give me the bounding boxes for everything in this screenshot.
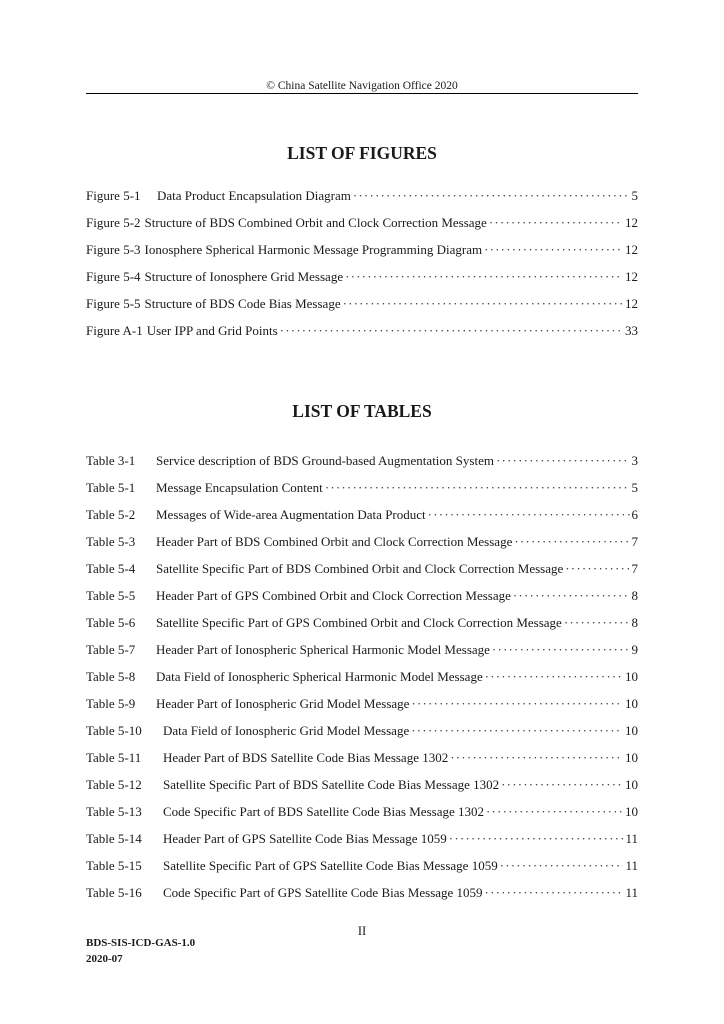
- table-title: Header Part of Ionospheric Grid Model Message: [156, 696, 410, 711]
- table-entry[interactable]: [86, 831, 638, 858]
- table-entry[interactable]: [86, 534, 638, 561]
- table-label: Table 3-1: [86, 453, 136, 468]
- table-label: Table 5-8: [86, 669, 136, 684]
- table-entry[interactable]: [86, 615, 638, 642]
- table-label: Table 5-9: [86, 696, 136, 711]
- figure-title: Structure of Ionosphere Grid Message: [144, 269, 344, 284]
- table-entry[interactable]: [86, 669, 638, 696]
- table-title: Header Part of BDS Satellite Code Bias Message 1302: [163, 750, 449, 765]
- table-label: Table 5-3: [86, 534, 136, 549]
- figure-entry[interactable]: [86, 323, 638, 350]
- dot-leader: [486, 804, 623, 820]
- table-title: Messages of Wide-area Augmentation Data Product: [156, 507, 426, 522]
- table-page: 10: [625, 750, 638, 765]
- table-page: 3: [631, 453, 638, 468]
- dot-leader: [501, 777, 623, 793]
- table-label: Table 5-11: [86, 750, 142, 765]
- table-title: Code Specific Part of GPS Satellite Code Bias Message 1059: [163, 885, 483, 900]
- table-label: Table 5-14: [86, 831, 142, 846]
- table-page: 8: [631, 588, 638, 603]
- table-title: Data Field of Ionospheric Grid Model Message: [163, 723, 410, 738]
- page-number: II: [357, 924, 367, 938]
- table-entry[interactable]: [86, 858, 638, 885]
- figure-entry[interactable]: [86, 242, 638, 269]
- tables-list: [86, 453, 638, 912]
- figure-entry[interactable]: [86, 188, 638, 215]
- figure-title: Structure of BDS Combined Orbit and Clock Correction Message: [144, 215, 487, 230]
- table-page: 9: [631, 642, 638, 657]
- table-page: 10: [625, 723, 638, 738]
- table-label: Table 5-4: [86, 561, 136, 576]
- table-label: Table 5-15: [86, 858, 142, 873]
- table-title: Code Specific Part of BDS Satellite Code Bias Message 1302: [163, 804, 484, 819]
- table-entry[interactable]: [86, 480, 638, 507]
- figure-page: 12: [625, 296, 638, 311]
- header-rule: [86, 93, 638, 94]
- dot-leader: [484, 242, 623, 258]
- figure-label: Figure 5-5: [86, 296, 141, 311]
- table-label: Table 5-6: [86, 615, 136, 630]
- table-page: 11: [625, 831, 638, 846]
- dot-leader: [485, 669, 623, 685]
- table-entry[interactable]: [86, 588, 638, 615]
- list-of-figures-title: LIST OF FIGURES: [287, 143, 437, 163]
- table-label: Table 5-2: [86, 507, 136, 522]
- table-page: 11: [625, 885, 638, 900]
- figure-label: Figure 5-1: [86, 188, 141, 203]
- table-title: Service description of BDS Ground-based Augmentation System: [156, 453, 494, 468]
- dot-leader: [345, 269, 623, 285]
- table-entry[interactable]: [86, 642, 638, 669]
- document-date: 2020-07: [86, 953, 123, 965]
- figure-entry[interactable]: [86, 269, 638, 296]
- figure-label: Figure 5-3: [86, 242, 141, 257]
- figure-entry[interactable]: [86, 215, 638, 242]
- dot-leader: [500, 858, 624, 874]
- table-entry[interactable]: [86, 750, 638, 777]
- table-entry[interactable]: [86, 453, 638, 480]
- figure-label: Figure 5-4: [86, 269, 141, 284]
- header-copyright: © China Satellite Navigation Office 2020: [266, 80, 458, 92]
- table-entry[interactable]: [86, 507, 638, 534]
- figure-title: Structure of BDS Code Bias Message: [144, 296, 341, 311]
- table-page: 7: [631, 534, 638, 549]
- table-title: Satellite Specific Part of GPS Satellite Code Bias Message 1059: [163, 858, 498, 873]
- table-page: 10: [625, 696, 638, 711]
- dot-leader: [343, 296, 623, 312]
- list-of-tables-title: LIST OF TABLES: [292, 401, 432, 421]
- figure-page: 12: [625, 242, 638, 257]
- table-entry[interactable]: [86, 777, 638, 804]
- figure-page: 12: [625, 215, 638, 230]
- table-page: 6: [631, 507, 638, 522]
- dot-leader: [325, 480, 630, 496]
- figure-page: 33: [625, 323, 638, 338]
- table-page: 10: [625, 777, 638, 792]
- figure-title: User IPP and Grid Points: [146, 323, 278, 338]
- dot-leader: [492, 642, 630, 658]
- figure-title: Ionosphere Spherical Harmonic Message Programming Diagram: [144, 242, 483, 257]
- table-entry[interactable]: [86, 696, 638, 723]
- table-label: Table 5-16: [86, 885, 142, 900]
- dot-leader: [565, 561, 629, 577]
- figure-entry[interactable]: [86, 296, 638, 323]
- table-page: 7: [631, 561, 638, 576]
- table-page: 11: [625, 858, 638, 873]
- figure-title: Data Product Encapsulation Diagram: [157, 188, 351, 203]
- table-page: 8: [631, 615, 638, 630]
- document-id: BDS-SIS-ICD-GAS-1.0: [86, 937, 196, 949]
- table-title: Header Part of GPS Satellite Code Bias Message 1059: [163, 831, 447, 846]
- table-label: Table 5-7: [86, 642, 136, 657]
- table-title: Data Field of Ionospheric Spherical Harmonic Model Message: [156, 669, 483, 684]
- figures-list: [86, 188, 638, 350]
- dot-leader: [514, 534, 629, 550]
- table-entry[interactable]: [86, 723, 638, 750]
- figure-label: Figure 5-2: [86, 215, 141, 230]
- dot-leader: [489, 215, 623, 231]
- table-label: Table 5-13: [86, 804, 142, 819]
- table-entry[interactable]: [86, 885, 638, 912]
- table-label: Table 5-12: [86, 777, 142, 792]
- table-label: Table 5-10: [86, 723, 142, 738]
- dot-leader: [411, 723, 623, 739]
- dot-leader: [428, 507, 630, 523]
- table-title: Satellite Specific Part of GPS Combined Orbit and Clock Correction Message: [156, 615, 562, 630]
- dot-leader: [496, 453, 630, 469]
- dot-leader: [353, 188, 630, 204]
- table-page: 5: [631, 480, 638, 495]
- table-title: Header Part of Ionospheric Spherical Harmonic Model Message: [156, 642, 490, 657]
- dot-leader: [280, 323, 623, 339]
- dot-leader: [450, 750, 623, 766]
- table-label: Table 5-1: [86, 480, 136, 495]
- table-title: Satellite Specific Part of BDS Satellite Code Bias Message 1302: [163, 777, 500, 792]
- dot-leader: [564, 615, 630, 631]
- table-entry[interactable]: [86, 561, 638, 588]
- figure-page: 12: [625, 269, 638, 284]
- table-title: Satellite Specific Part of BDS Combined Orbit and Clock Correction Message: [156, 561, 564, 576]
- table-title: Message Encapsulation Content: [156, 480, 323, 495]
- table-label: Table 5-5: [86, 588, 136, 603]
- dot-leader: [449, 831, 624, 847]
- table-title: Header Part of GPS Combined Orbit and Clock Correction Message: [156, 588, 511, 603]
- figure-label: Figure A-1: [86, 323, 143, 338]
- table-title: Header Part of BDS Combined Orbit and Clock Correction Message: [156, 534, 513, 549]
- dot-leader: [513, 588, 630, 604]
- table-entry[interactable]: [86, 804, 638, 831]
- table-page: 10: [625, 669, 638, 684]
- dot-leader: [411, 696, 623, 712]
- dot-leader: [485, 885, 624, 901]
- table-page: 10: [625, 804, 638, 819]
- figure-page: 5: [631, 188, 638, 203]
